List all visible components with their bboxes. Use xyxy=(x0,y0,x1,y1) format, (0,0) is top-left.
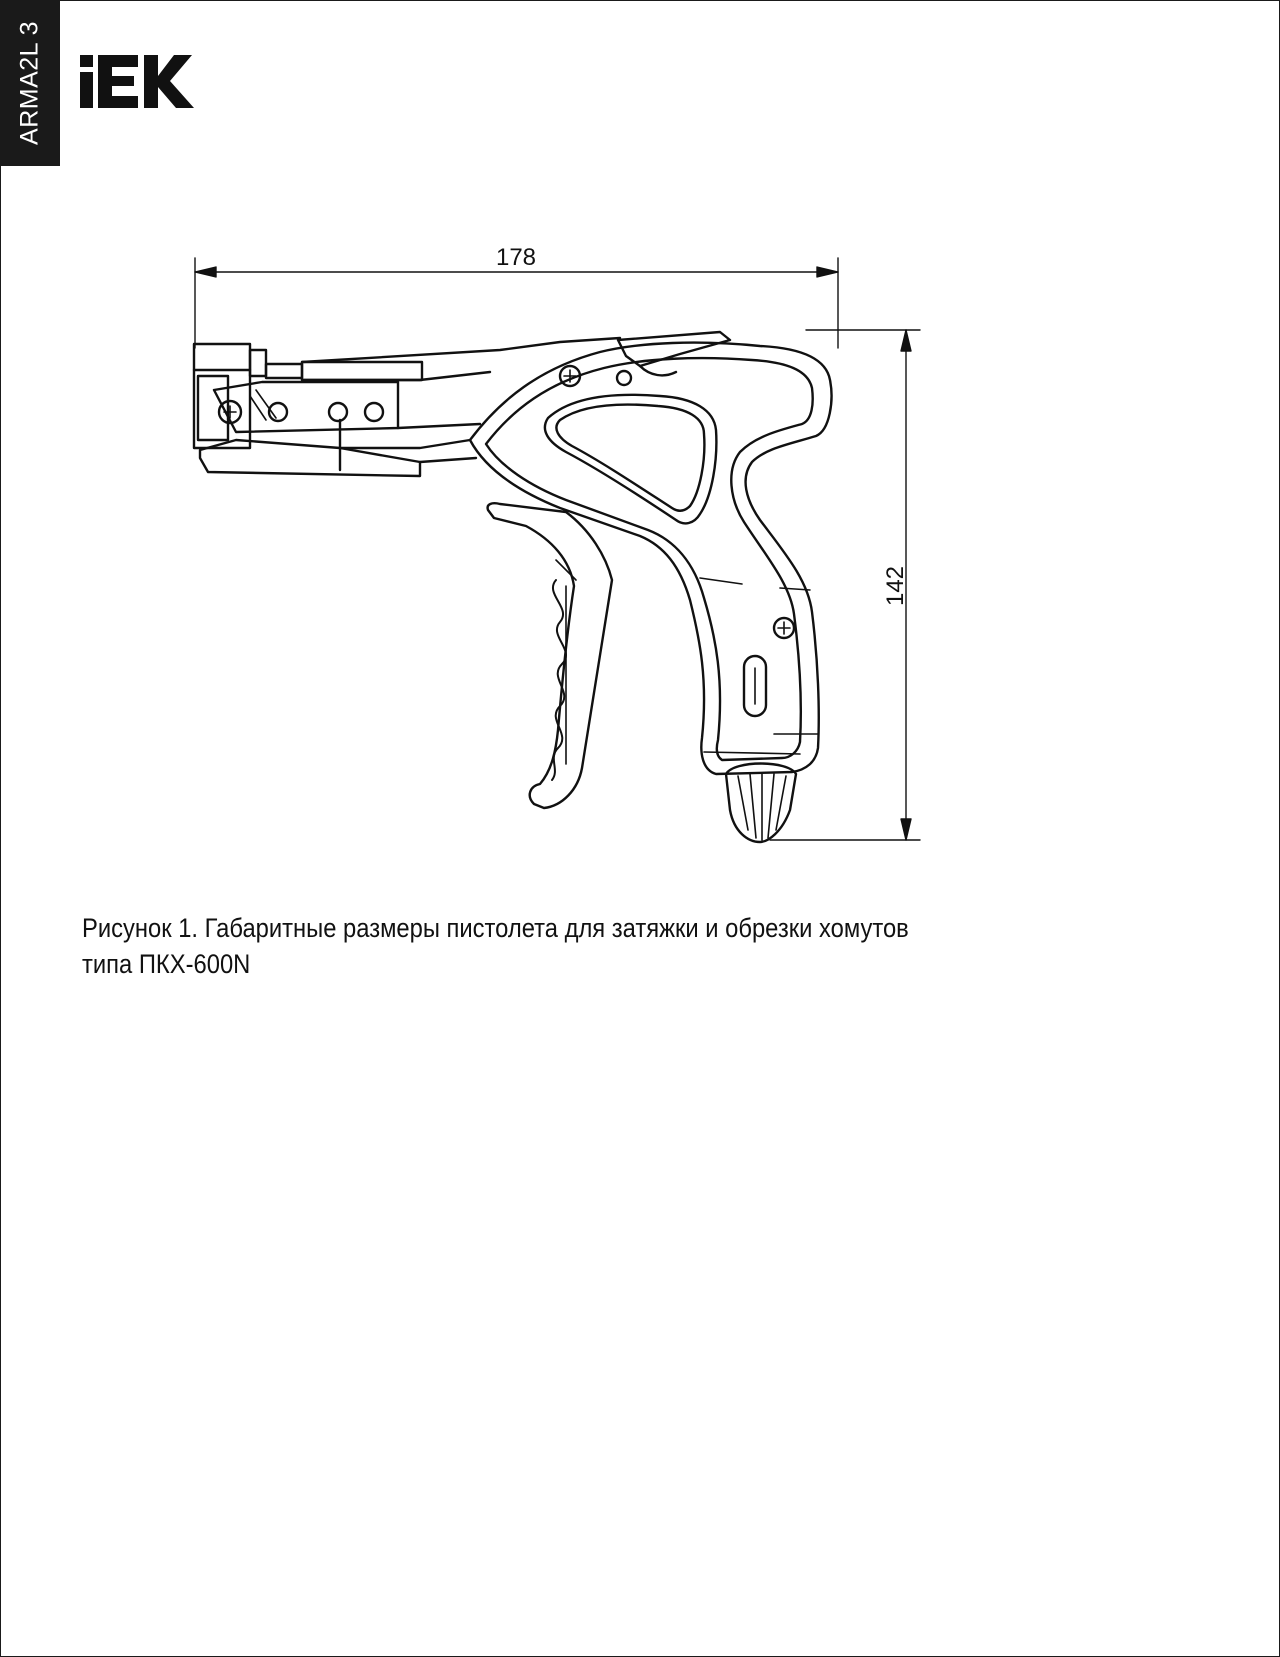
figure-caption xyxy=(82,910,1050,982)
width-dimension xyxy=(195,258,838,348)
caption-line-1: Рисунок 1. Габаритные размеры пистолета для затяжки и обрезки хомутов xyxy=(82,913,909,943)
height-dimension-label: 142 xyxy=(882,565,909,607)
caption-line-2: типа ПКХ-600N xyxy=(82,949,251,979)
tension-knob xyxy=(726,764,796,843)
tool-barrel xyxy=(302,338,620,462)
tool-trigger xyxy=(488,503,612,808)
tool-body xyxy=(470,332,831,774)
width-dimension-label: 178 xyxy=(495,244,537,271)
tool-head xyxy=(194,344,470,476)
side-tab-label: ARMA2L 3 xyxy=(15,21,44,145)
